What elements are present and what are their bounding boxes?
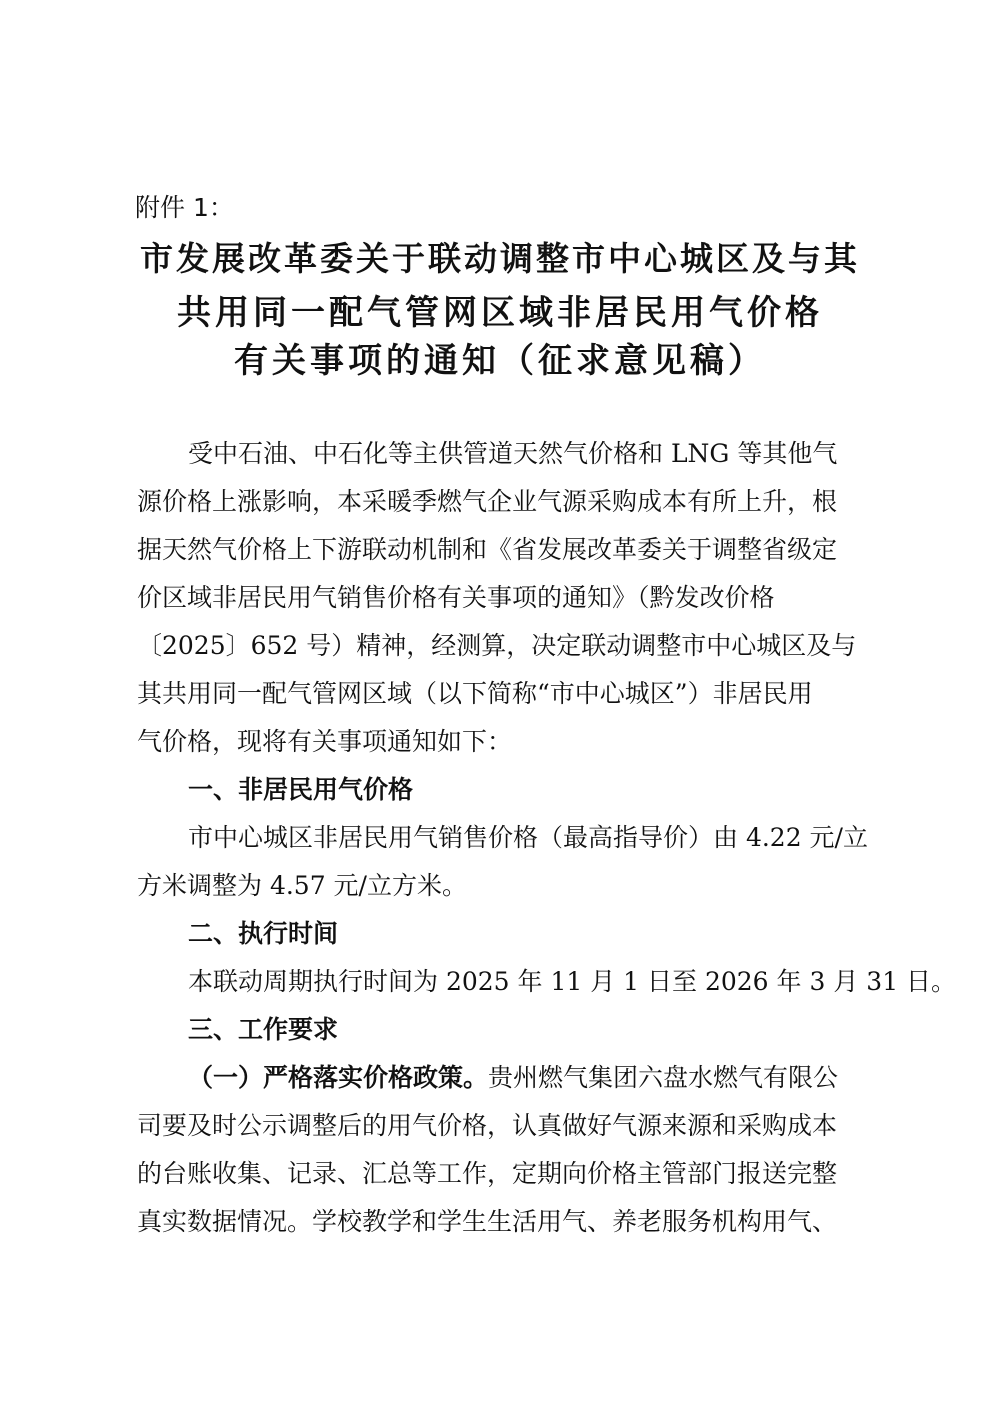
intro-line-1: 受中石油、中石化等主供管道天然气价格和 LNG 等其他气 <box>188 439 838 468</box>
intro-line-3: 据天然气价格上下游联动机制和《省发展改革委关于调整省级定 <box>137 535 838 564</box>
intro-line-7: 气价格，现将有关事项通知如下： <box>137 727 513 756</box>
document-title-line-3: 有关事项的通知（征求意见稿） <box>234 341 766 381</box>
document-title-line-1: 市发展改革委关于联动调整市中心城区及与其 <box>140 239 860 278</box>
section-1-line-2: 方米调整为 4.57 元/立方米。 <box>137 871 467 900</box>
subsection-1-text: 贵州燃气集团六盘水燃气有限公 <box>488 1063 839 1092</box>
section-3-heading: 三、工作要求 <box>188 1015 339 1044</box>
intro-line-4: 价区域非居民用气销售价格有关事项的通知》（黔发改价格 <box>137 583 775 612</box>
section-1-line-1: 市中心城区非居民用气销售价格（最高指导价）由 4.22 元/立 <box>188 823 868 852</box>
section-3-line-3: 的台账收集、记录、汇总等工作，定期向价格主管部门报送完整 <box>137 1159 838 1188</box>
intro-line-5: 〔2025〕652 号）精神，经测算，决定联动调整市中心城区及与 <box>137 631 857 660</box>
intro-line-6: 其共用同一配气管网区域（以下简称“市中心城区”）非居民用 <box>137 679 813 708</box>
document-title-line-2: 共用同一配气管网区域非居民用气价格 <box>177 293 823 333</box>
subsection-1-title: （一）严格落实价格政策。 <box>188 1063 489 1092</box>
section-2-line-1: 本联动周期执行时间为 2025 年 11 月 1 日至 2026 年 3 月 31 日。 <box>188 967 957 996</box>
section-1-heading: 一、非居民用气价格 <box>188 775 414 804</box>
section-2-heading: 二、执行时间 <box>188 919 339 948</box>
section-3-line-2: 司要及时公示调整后的用气价格，认真做好气源来源和采购成本 <box>137 1111 838 1140</box>
section-3-line-4: 真实数据情况。学校教学和学生生活用气、养老服务机构用气、 <box>137 1207 838 1236</box>
section-3-subsection-1-line-1 <box>188 1058 838 1098</box>
intro-line-2: 源价格上涨影响，本采暖季燃气企业气源采购成本有所上升，根 <box>137 487 838 516</box>
attachment-label: 附件 1： <box>135 193 234 222</box>
